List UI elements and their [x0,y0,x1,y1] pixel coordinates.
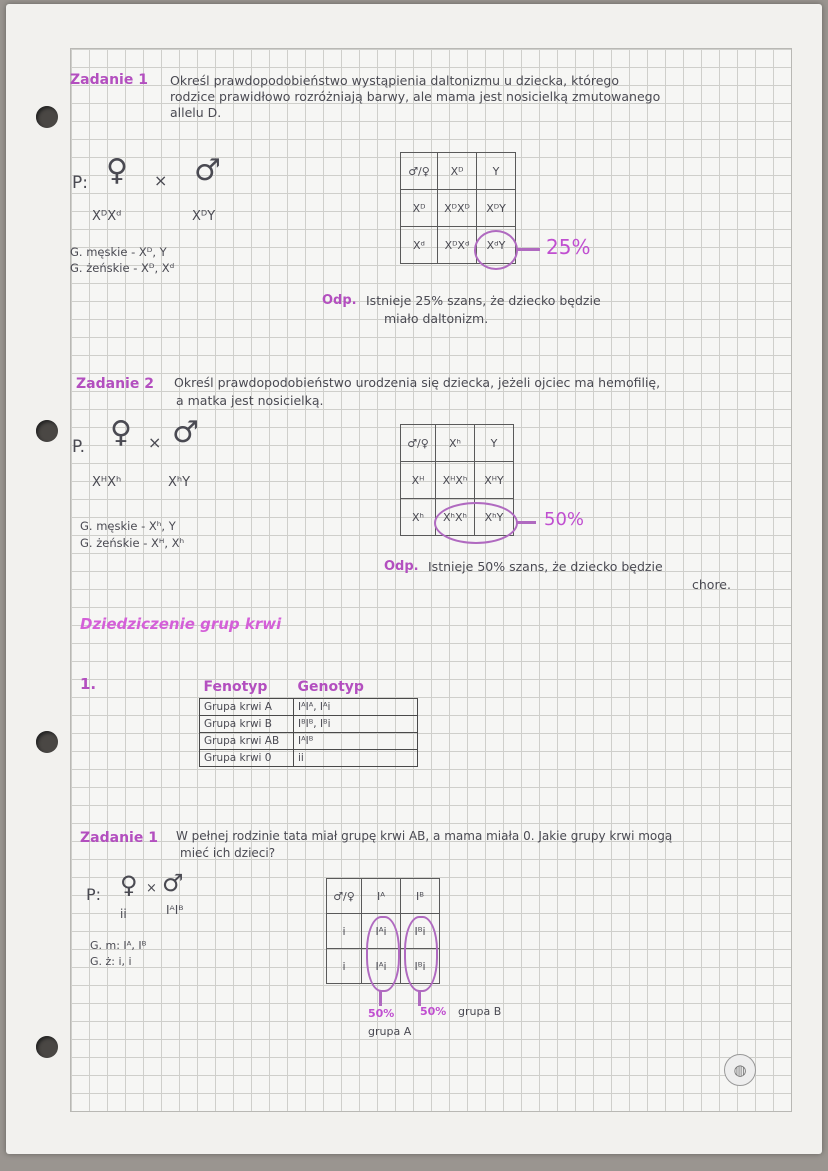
highlight-circle [434,502,518,544]
task3-gametes-male: G. m: Iᴬ, Iᴮ [90,939,147,952]
punnett-cell: Xᴴ [401,462,436,499]
table-cell: Grupa krwi AB [200,733,294,750]
pointer-line [418,990,421,1006]
punnett-cell: XʰY [475,499,514,536]
task2-female-genotype: XᴴXʰ [92,475,122,490]
punnett-cell: ♂/♀ [401,153,438,190]
task3-heading: Zadanie 1 [80,830,158,846]
task3-line1: W pełnej rodzinie tata miał grupę krwi AB, a mama miała 0. Jakie grupy krwi mogą [176,829,673,843]
task2-line1: Określ prawdopodobieństwo urodzenia się dziecka, jeżeli ojciec ma hemofilię, [174,375,661,390]
highlight-circle [474,230,518,270]
punnett-cell: XᴰXᵈ [438,227,477,264]
task1-answer-label: Odp. [322,293,357,308]
punnett-cell: Iᴬi [362,949,401,984]
task2-p-label: P. [72,437,86,457]
punnett-cell: Iᴮi [401,949,440,984]
punnett-cell: Xʰ [436,425,475,462]
task1-answer-line1: Istnieje 25% szans, że dziecko będzie [366,293,601,308]
task2-answer-label: Odp. [384,559,419,574]
punnett-cell: Iᴬi [362,914,401,949]
task1-answer-line2: miało daltonizm. [384,311,489,326]
section-title: Dziedziczenie grup krwi [80,615,282,633]
task1-percent: 25% [546,235,591,259]
task2-heading: Zadanie 2 [76,376,154,392]
task3-percent-a: 50% [368,1007,395,1020]
punnett-cell: XᴰXᴰ [438,190,477,227]
cross-icon: × [148,433,162,452]
punnett-cell: XʰXʰ [436,499,475,536]
task2-answer-line1: Istnieje 50% szans, że dziecko będzie [428,559,663,574]
punnett-cell: XᴴXʰ [436,462,475,499]
binder-hole [36,106,58,128]
task1-line3: allelu D. [170,105,222,120]
male-icon: ♂ [194,153,221,188]
highlight-oval-a [366,916,400,992]
punnett-cell: Iᴬ [362,879,401,914]
task2-gametes-male: G. męskie - Xʰ, Y [80,519,176,533]
punnett-cell: Xʰ [401,499,436,536]
punnett-cell: i [327,949,362,984]
punnett-cell: Iᴮ [401,879,440,914]
punnett-cell: Xᴰ [401,190,438,227]
task1-male-genotype: XᴰY [192,209,216,224]
section-item-number: 1. [80,675,97,693]
task2-gametes-female: G. żeńskie - Xᴴ, Xʰ [80,536,185,550]
task1-p-label: P: [72,173,88,193]
task3-gametes-female: G. ż: i, i [90,955,132,968]
task1-gametes-male: G. męskie - Xᴰ, Y [70,245,167,259]
notebook-page [6,4,822,1154]
cross-icon: × [154,171,168,190]
task2-line2: a matka jest nosicielką. [176,393,324,408]
pointer-line [516,521,536,524]
table-cell: Grupa krwi A [200,699,294,716]
punnett-cell: Y [477,153,516,190]
binder-hole [36,731,58,753]
punnett-cell: Xᴰ [438,153,477,190]
male-icon: ♂ [162,869,184,897]
punnett-cell: XᵈY [477,227,516,264]
punnett-cell: Y [475,425,514,462]
punnett-cell: Iᴮi [401,914,440,949]
task2-answer-line2: chore. [692,577,731,592]
task3-male-genotype: IᴬIᴮ [166,903,184,917]
binder-hole [36,420,58,442]
binder-hole [36,1036,58,1058]
table-cell: IᴬIᴬ, Iᴬi [294,699,418,716]
highlight-oval-b [404,916,438,992]
punnett-cell: XᴴY [475,462,514,499]
punnett-cell: i [327,914,362,949]
male-icon: ♂ [172,415,199,450]
punnett-cell: ♂/♀ [401,425,436,462]
phenotype-table [199,676,418,767]
header-genotyp: Genotyp [294,676,418,699]
female-icon: ♀ [106,153,128,188]
pointer-line [379,990,382,1006]
globe-logo-icon: ◍ [724,1054,756,1086]
task3-p-label: P: [86,885,102,904]
punnett-cell: Xᵈ [401,227,438,264]
pointer-line [516,248,540,251]
task2-percent: 50% [544,509,585,530]
female-icon: ♀ [110,415,132,450]
table-cell: ii [294,750,418,767]
header-fenotyp: Fenotyp [200,676,294,699]
task1-heading: Zadanie 1 [70,72,148,88]
table-cell: Grupa krwi 0 [200,750,294,767]
task2-male-genotype: XʰY [168,475,191,490]
punnett-cell: XᴰY [477,190,516,227]
female-icon: ♀ [120,871,138,899]
task3-percent-b: 50% [420,1005,447,1018]
task3-line2: mieć ich dzieci? [180,846,276,860]
task3-female-genotype: ii [120,907,127,921]
task1-gametes-female: G. żeńskie - Xᴰ, Xᵈ [70,261,175,275]
task1-line2: rodzice prawidłowo rozróżniają barwy, ale mama jest nosicielką zmutowanego [170,89,661,104]
table-cell: IᴮIᴮ, Iᴮi [294,716,418,733]
punnett-cell: ♂/♀ [327,879,362,914]
task1-female-genotype: XᴰXᵈ [92,209,122,224]
task1-line1: Określ prawdopodobieństwo wystąpienia daltonizmu u dziecka, którego [170,73,620,88]
cross-icon: × [146,881,157,896]
task3-group-b: grupa B [458,1005,502,1018]
table-cell: Grupa krwi B [200,716,294,733]
table-cell: IᴬIᴮ [294,733,418,750]
task3-group-a: grupa A [368,1025,412,1038]
